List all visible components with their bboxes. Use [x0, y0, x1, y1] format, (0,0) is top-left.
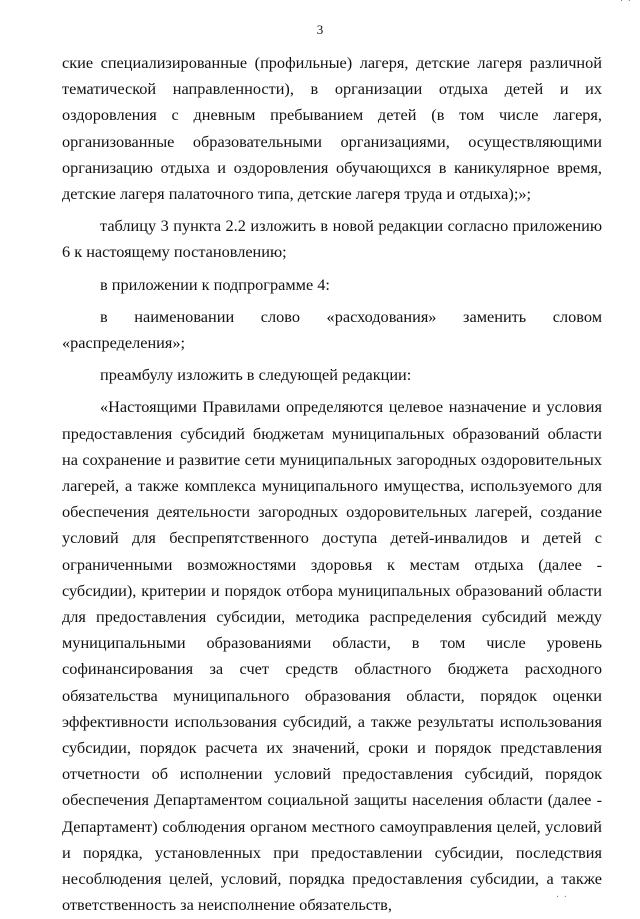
- paragraph-table-3: таблицу 3 пункта 2.2 изложить в новой редакции согласно приложению 6 к настоящему постановлению;: [62, 216, 602, 262]
- paragraph-name-change: в наименовании слово «расходования» заменить словом «распределения»;: [62, 306, 602, 353]
- paragraph-preamble-text: «Настоящими Правилами определяются целевое назначение и условия предоставления субсидий бюджетам муниципальных образований области на сохранение и развитие сети муниципальных загородных оздоровительных лагерей, а также комплекса муниципального имущества, используемого для обеспечения деятельности загородных оздоровительных лагерей, создание условий для беспрепятственного доступа детей-инвалидов и детей с ограниченными возможностями здоровья к местам отдыха (далее - субсидии), критерии и порядок отбора муниципальных образований области для предоставления субсидии, методика распределения субсидий между муниципальными образованиями области, в том числе уровень софинансирования за счет средств областного бюджета расходного обязательства муниципального образования области, порядок оценки эффективности использования субсидий, а также результаты использования субсидии, порядок расчета их значений, сроки и порядок представления отчетности об исполнении условий предоставления субсидий, порядок обеспечения Департаментом социальной защиты населения области (далее - Департамент) соблюдения органом местного самоуправления целей, условий и порядка, установленных при предоставлении субсидии, последствия несоблюдения целей, условий, порядка предоставления субсидии, а также ответственность за неисполнение обязательств,: [62, 397, 602, 915]
- paragraph-preamble-intro: преамбулу изложить в следующей редакции:: [100, 365, 412, 385]
- scan-corner-mark: · ·: [619, 0, 632, 7]
- scan-corner-mark-bottom: · ·: [555, 892, 568, 903]
- document-body: [62, 50, 602, 919]
- paragraph-continuation: ские специализированные (профильные) лагеря, детские лагеря различной тематической направленности), в организации отдыха детей и их оздоровления с дневным пребыванием детей (в том числе лагеря, организованные образовательными организациями, осуществляющими организацию отдыха и оздоровления обучающихся в каникулярное время, детские лагеря палаточного типа, детские лагеря труда и отдыха);»;: [62, 53, 602, 204]
- page-number: 3: [316, 22, 324, 37]
- paragraph-appendix-subprogram-4: в приложении к подпрограмме 4:: [100, 274, 330, 294]
